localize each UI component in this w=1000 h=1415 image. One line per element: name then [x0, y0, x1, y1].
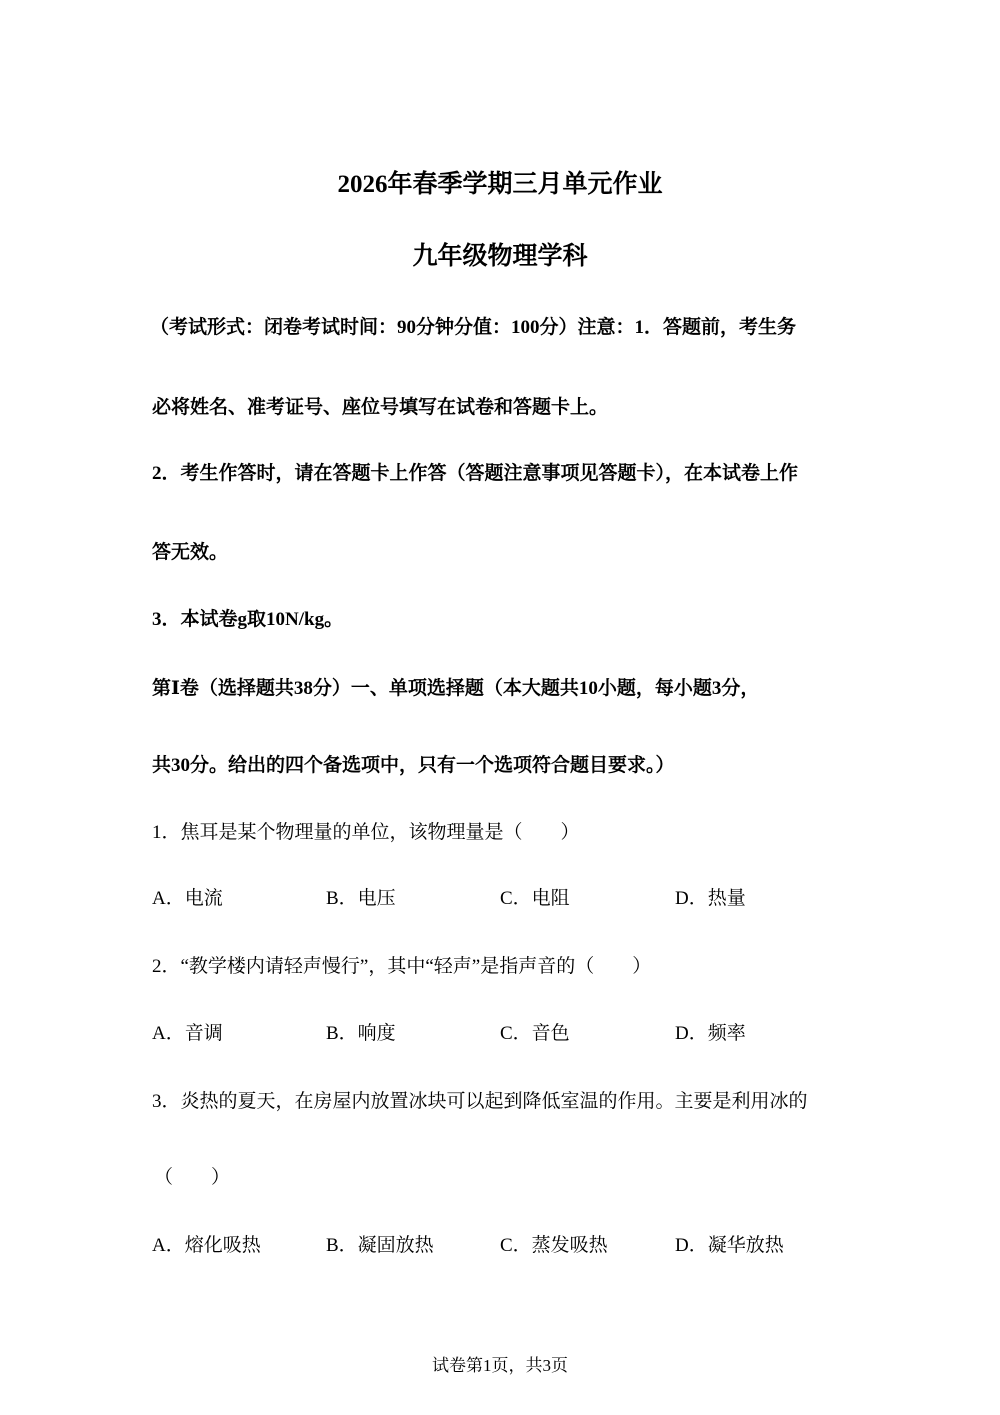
question-2-stem: 2．“教学楼内请轻声慢行”，其中“轻声”是指声音的（ ）	[152, 956, 652, 977]
question-1-option-c: C．电阻	[500, 888, 570, 909]
question-3-stem: 3．炎热的夏天，在房屋内放置冰块可以起到降低室温的作用。主要是利用冰的	[152, 1091, 808, 1112]
instruction-line-4: 答无效。	[152, 542, 229, 563]
question-1-option-b: B．电压	[326, 888, 396, 909]
question-2-option-d: D．频率	[675, 1023, 746, 1044]
exam-title: 2026年春季学期三月单元作业	[337, 171, 663, 198]
exam-subtitle: 九年级物理学科	[412, 243, 588, 270]
question-3-option-a: A．熔化吸热	[152, 1235, 261, 1256]
instruction-line-2: 必将姓名、准考证号、座位号填写在试卷和答题卡上。	[152, 397, 609, 418]
question-3-option-d: D．凝华放热	[675, 1235, 784, 1256]
instruction-line-1: （考试形式：闭卷考试时间：90分钟分值：100分）注意：1．答题前，考生务	[150, 317, 797, 338]
question-3-option-c: C．蒸发吸热	[500, 1235, 608, 1256]
question-1-option-d: D．热量	[675, 888, 746, 909]
section-heading-line-2: 共30分。给出的四个备选项中，只有一个选项符合题目要求。）	[152, 755, 675, 776]
question-2-option-c: C．音色	[500, 1023, 570, 1044]
question-1-option-a: A．电流	[152, 888, 223, 909]
question-2-option-b: B．响度	[326, 1023, 396, 1044]
question-1-stem: 1．焦耳是某个物理量的单位，该物理量是（ ）	[152, 822, 580, 843]
section-heading-line-1: 第Ⅰ卷（选择题共38分）一、单项选择题（本大题共10小题，每小题3分，	[152, 678, 760, 699]
question-2-option-a: A．音调	[152, 1023, 223, 1044]
question-3-stem-continued: （ ）	[154, 1167, 231, 1188]
instruction-line-5: 3．本试卷g取10N/kg。	[152, 609, 344, 630]
page-footer: 试卷第1页，共3页	[432, 1356, 568, 1375]
question-3-option-b: B．凝固放热	[326, 1235, 434, 1256]
instruction-line-3: 2．考生作答时，请在答题卡上作答（答题注意事项见答题卡），在本试卷上作	[152, 463, 799, 484]
